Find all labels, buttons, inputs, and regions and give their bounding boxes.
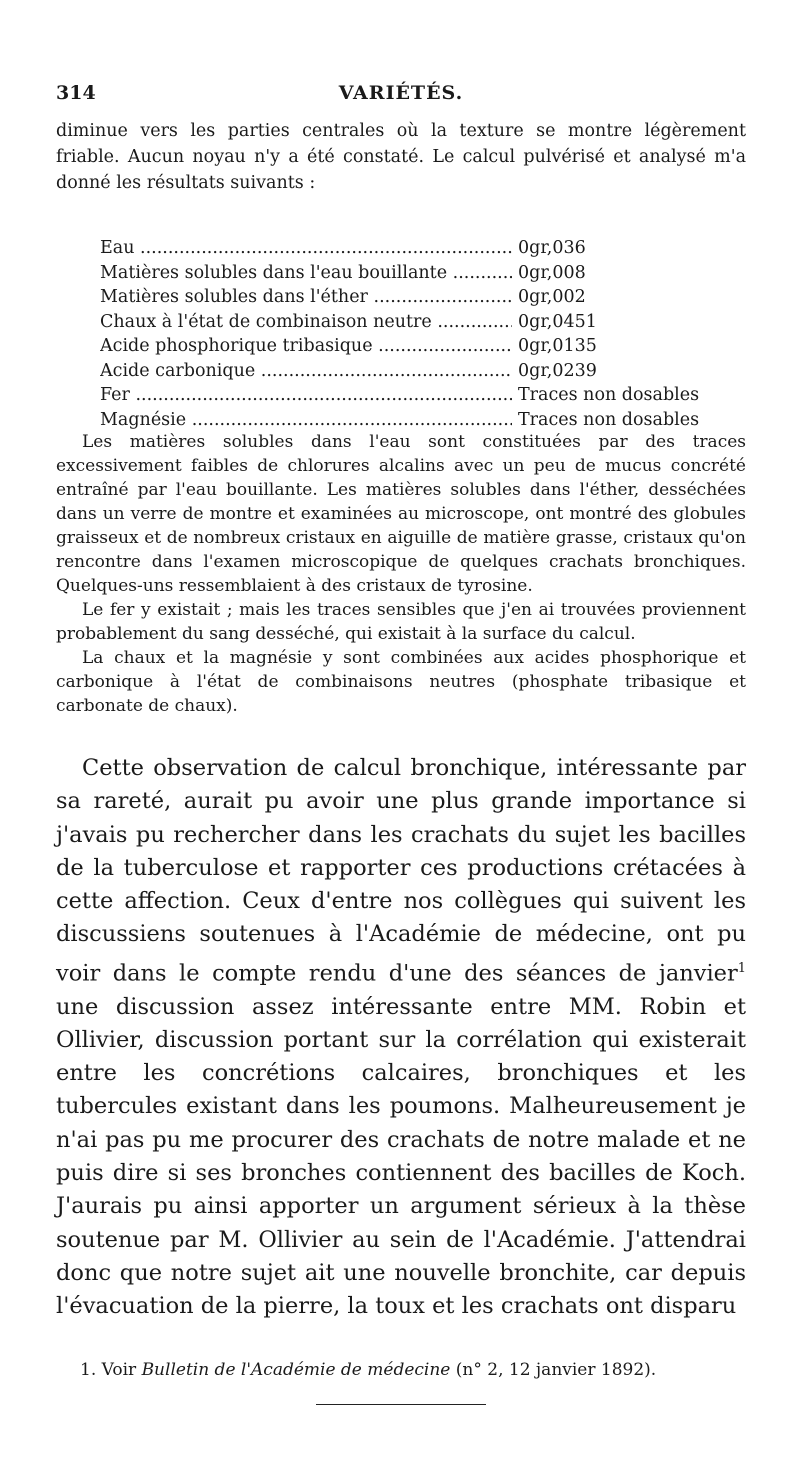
analysis-table	[100, 236, 712, 432]
footnote-suffix: (n° 2, 12 janvier 1892).	[450, 1360, 657, 1380]
analysis-row	[100, 408, 712, 433]
analysis-value: 0gr,002	[518, 287, 586, 307]
analysis-label: Acide phosphorique tribasique .....	[100, 334, 512, 359]
analysis-notes	[56, 430, 746, 718]
footnote-prefix: Voir	[101, 1360, 142, 1380]
analysis-label: Fer .....	[100, 383, 512, 408]
analysis-row	[100, 285, 712, 310]
analysis-value: 0gr,036	[518, 238, 586, 258]
footnote-title: Bulletin de l'Académie de médecine	[141, 1360, 451, 1380]
analysis-value: Traces non dosables	[518, 385, 700, 405]
analysis-label: Matières solubles dans l'eau bouillante .....	[100, 261, 512, 286]
main-text-before-note: Cette observation de calcul bronchique, intéressante par sa rareté, aurait pu avoir une plus grande importance si j'avais pu rechercher dans les crachats du sujet les bacilles de la tuberculose et rapporter ces productions crétacées à cette affection. Ceux d'entre nos collègues qui suivent les discussiens soutenues à l'Académie de médecine, ont pu voir dans le compte rendu d'une des séances de janvier	[56, 755, 746, 987]
analysis-label: Matières solubles dans l'éther .....	[100, 285, 512, 310]
analysis-row	[100, 236, 712, 261]
note-paragraph: Le fer y existait ; mais les traces sensibles que j'en ai trouvées proviennent probablement du sang desséché, qui existait à la surface du calcul.	[56, 600, 746, 644]
analysis-label: Magnésie .....	[100, 408, 512, 433]
analysis-label: Eau .....	[100, 236, 512, 261]
analysis-row	[100, 383, 712, 408]
analysis-row	[100, 359, 712, 384]
running-title: VARIÉTÉS.	[338, 82, 464, 104]
main-paragraph	[56, 752, 746, 1324]
analysis-label: Acide carbonique .....	[100, 359, 512, 384]
note-paragraph: La chaux et la magnésie y sont combinées aux acides phosphorique et carbonique à l'état de combinaisons neutres (phosphate tribasique et carbonate de chaux).	[56, 648, 746, 716]
analysis-value: Traces non dosables	[518, 409, 700, 430]
intro-paragraph: diminue vers les parties centrales où la texture se montre légèrement friable. Aucun noyau n'y a été constaté. Le calcul pulvérisé et analysé m'a donné les résultats suivants :	[56, 121, 746, 193]
page-number: 314	[56, 82, 96, 104]
main-text	[56, 752, 746, 1324]
footnote-reference[interactable]: 1	[737, 960, 746, 976]
analysis-row	[100, 261, 712, 286]
analysis-row	[100, 334, 712, 359]
analysis-row	[100, 310, 712, 335]
main-text-after-note: une discussion assez intéressante entre MM. Robin et Ollivier, discussion portant sur la corrélation qui existerait entre les concrétions calcaires, bronchiques et les tubercules existant dans les poumons. Malheureusement je n'ai pas pu me procurer des crachats de notre malade et ne puis dire si ses bronches contiennent des bacilles de Koch. J'aurais pu ainsi apporter un argument sérieux à la thèse soutenue par M. Ollivier au sein de l'Académie. J'attendrai donc que notre sujet ait une nouvelle bronchite, car depuis l'évacuation de la pierre, la toux et les crachats ont disparu	[56, 993, 746, 1320]
page-header	[56, 82, 746, 106]
note-paragraph: Les matières solubles dans l'eau sont constituées par des traces excessivement faibles de chlorures alcalins avec un peu de mucus concrété entraîné par l'eau bouillante. Les matières solubles dans l'éther, desséchées dans un verre de montre et examinées au microscope, ont montré des globules graisseux et de nombreux cristaux en aiguille de matière grasse, cristaux qu'on rencontre dans l'examen microscopique de quelques crachats bronchiques. Quelques-uns ressemblaient à des cristaux de tyrosine.	[56, 432, 746, 596]
footnote-number: 1.	[80, 1360, 97, 1380]
analysis-value: 0gr,0135	[518, 336, 597, 356]
end-rule	[316, 1404, 486, 1405]
analysis-value: 0gr,008	[518, 262, 586, 283]
footnote	[80, 1358, 740, 1382]
analysis-value: 0gr,0239	[518, 360, 597, 381]
analysis-value: 0gr,0451	[518, 311, 597, 332]
analysis-label: Chaux à l'état de combinaison neutre .....	[100, 310, 512, 335]
